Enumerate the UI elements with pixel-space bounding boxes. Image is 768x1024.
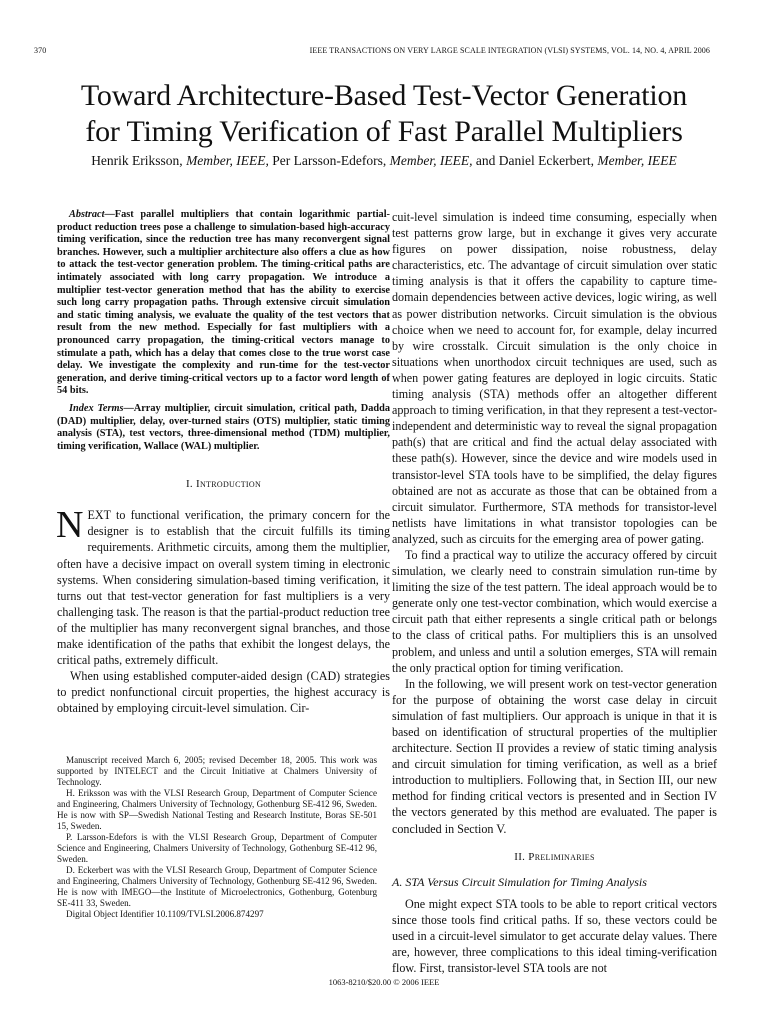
copyright-footer: 1063-8210/$20.00 © 2006 IEEE xyxy=(328,977,440,987)
author-conjunction: and xyxy=(475,153,496,168)
footnotes xyxy=(57,755,377,920)
author-2: Per Larsson-Edefors, xyxy=(272,153,387,168)
author-3-membership: Member, IEEE xyxy=(597,153,677,168)
right-paragraph-3: In the following, we will present work on test-vector generation for the purpose of obtaining the worst case delay in circuit simulation of fast multipliers. Our approach is unique in that it is based on identification of structural properties of the multiplier architecture. Section II provides a review of static timing analysis and circuit simulation for timing verification, as well as a brief introduction to multipliers. Following that, in Section III, our new method for finding critical vectors is presented and in Section IV the vectors generated by this method are evaluated. The paper is concluded in Section V. xyxy=(392,676,717,836)
author-1-membership: Member, IEEE, xyxy=(186,153,269,168)
right-paragraph-4: One might expect STA tools to be able to report critical vectors since those tools find critical paths. If so, these vectors could be used in a circuit-level simulator to get accurate delay values. There are, however, three complications to this ideal timing-verification flow. First, transistor-level STA tools are not xyxy=(392,896,717,976)
footnote-manuscript: Manuscript received March 6, 2005; revised December 18, 2005. This work was supported by INTELECT and the Circuit Initiative at Chalmers University of Technology. xyxy=(57,755,377,787)
section-numeral: I. xyxy=(185,478,193,491)
index-terms-text: —Array multiplier, circuit simulation, critical path, Dadda (DAD) multiplier, delay, over-turned stairs (OTS) multiplier, static timing analysis (STA), test vectors, three-dimensional method (TDM) multiplier, timing verification, Wallace (WAL) multiplier. xyxy=(57,402,390,452)
intro-paragraph-1 xyxy=(56,504,390,668)
subsection-heading: A. STA Versus Circuit Simulation for Timing Analysis xyxy=(392,874,647,889)
section-heading-introduction xyxy=(57,478,390,490)
intro-paragraph-2: When using established computer-aided design (CAD) strategies to predict nonfunctional circuit properties, the highest accuracy is obtained by employing circuit-level simulation. Cir- xyxy=(57,669,390,716)
author-1: Henrik Eriksson, xyxy=(91,153,183,168)
running-header xyxy=(34,46,710,58)
author-2-membership: Member, IEEE, xyxy=(389,153,473,168)
left-column xyxy=(57,209,390,717)
index-terms-label: Index Terms xyxy=(69,402,124,414)
right-column xyxy=(392,209,717,976)
section-numeral: II. xyxy=(514,850,526,863)
drop-cap: N xyxy=(56,504,84,547)
abstract-label: Abstract xyxy=(69,209,105,220)
footnote-larsson-edefors: P. Larsson-Edefors is with the VLSI Research Group, Department of Computer Science and Engineering, Chalmers University of Technology, Gothenburg SE-412 96, Sweden. xyxy=(57,832,377,864)
footnote-doi: Digital Object Identifier 10.1109/TVLSI.2006.874297 xyxy=(66,909,264,919)
abstract-text: —Fast parallel multipliers that contain logarithmic partial-product reduction trees pose a challenge to simulation-based high-accuracy timing verification, since the reduction tree has many reconvergent signal branches. However, such a multiplier architecture also offers a clue as how to attack the test-vector generation problem. The timing-critical paths are intimately associated with long carry propagation. We introduce a multiplier test-vector generation method that has the ability to exercise such long carry propagation paths. Through extensive circuit simulation and static timing analysis, we evaluate the quality of the test vectors that result from the new method. Especially for fast multipliers with a pronounced carry propagation, the timing-critical vectors manage to stimulate a path, which has a delay that comes close to the true worst case delay. We investigate the complexity and run-time for the test-vector generation, and derive timing-critical vectors up to a factor word length of 54 bits. xyxy=(57,209,390,397)
paper-title xyxy=(30,78,738,150)
abstract xyxy=(57,209,390,398)
author-3: Daniel Eckerbert, xyxy=(498,153,594,168)
journal-name: IEEE TRANSACTIONS ON VERY LARGE SCALE INTEGRATION (VLSI) SYSTEMS, VOL. 14, NO. 4, APRIL 2006 xyxy=(309,46,710,55)
intro-paragraph-1-text: EXT to functional verification, the primary concern for the designer is to establish that the circuit fulfills its timing requirements. Arithmetic circuits, among them the multiplier, often have a decisive impact on overall system timing in electronic systems. When considering simulation-based timing verification, it turns out that test-vector generation for fast multipliers is a very challenging task. The reason is that the partial-product reduction tree of the multiplier has many reconvergent signal branches, and those make identification of the paths that exhibit the longest delays, the critical paths, extremely difficult. xyxy=(57,508,390,668)
footnote-eriksson: H. Eriksson was with the VLSI Research Group, Department of Computer Science and Engineering, Chalmers University of Technology, Gothenburg SE-412 96, Sweden. He is now with SP—Swedish National Testing and Research Institute, Boras SE-501 15, Sweden. xyxy=(57,788,377,831)
section-title: Preliminaries xyxy=(528,850,595,863)
footnote-eckerbert: D. Eckerbert was with the VLSI Research Group, Department of Computer Science and Engineering, Chalmers University of Technology, Gothenburg SE-412 96, Sweden. He is now with IMEGO—the Institute of Microelectronics, Gothenburg, Gotenburg SE-411 33, Sweden. xyxy=(57,865,377,908)
page-number: 370 xyxy=(34,46,47,55)
right-paragraph-1: cuit-level simulation is indeed time consuming, especially when test patterns grow large, but in exchange it gives very accurate figures on power dissipation, noise robustness, delay characteristics, etc. The advantage of circuit simulation over static timing analysis is that it offers the capability to capture time-domain dependencies between active devices, logic wiring, as well as power distribution networks. Circuit simulation is the obvious choice when we need to account for, for example, delay incurred by wire crosstalk. Circuit simulation is the only choice in situations when unorthodox circuit techniques are used, such as when power gating features are deployed in logic circuits. Static timing analysis (STA) methods offer an altogether different approach to timing verification, in that they represent a test-vector-independent and deterministic way to reveal the signal propagation path(s) that are critical and find the actual delay associated with these path(s). However, since the device and wire models used in transistor-level STA tools have to be simplified, the delay figures obtained are not as accurate as those that can be obtained from a circuit simulator. Furthermore, STA methods for transistor-level netlists have limitations in what transistor topologies can be analyzed, such as circuits for the emerging area of power gating. xyxy=(392,210,717,546)
index-terms xyxy=(57,403,390,453)
right-paragraph-2: To find a practical way to utilize the accuracy offered by circuit simulation, we clearly need to constrain simulation run-time by limiting the size of the test pattern. The ideal approach would be to generate only one test-vector combination, which would exercise a circuit path that either represents a single critical path or belongs to the class of critical paths. For multipliers this is an unsolved problem, and unless and until a solution emerges, STA will remain the only practical option for timing verification. xyxy=(392,547,717,675)
title-line-2: for Timing Verification of Fast Parallel Multipliers xyxy=(85,115,683,148)
section-title: Introduction xyxy=(196,478,262,491)
section-heading-preliminaries xyxy=(392,851,717,863)
author-list xyxy=(30,153,738,169)
title-line-1: Toward Architecture-Based Test-Vector Generation xyxy=(80,79,688,112)
